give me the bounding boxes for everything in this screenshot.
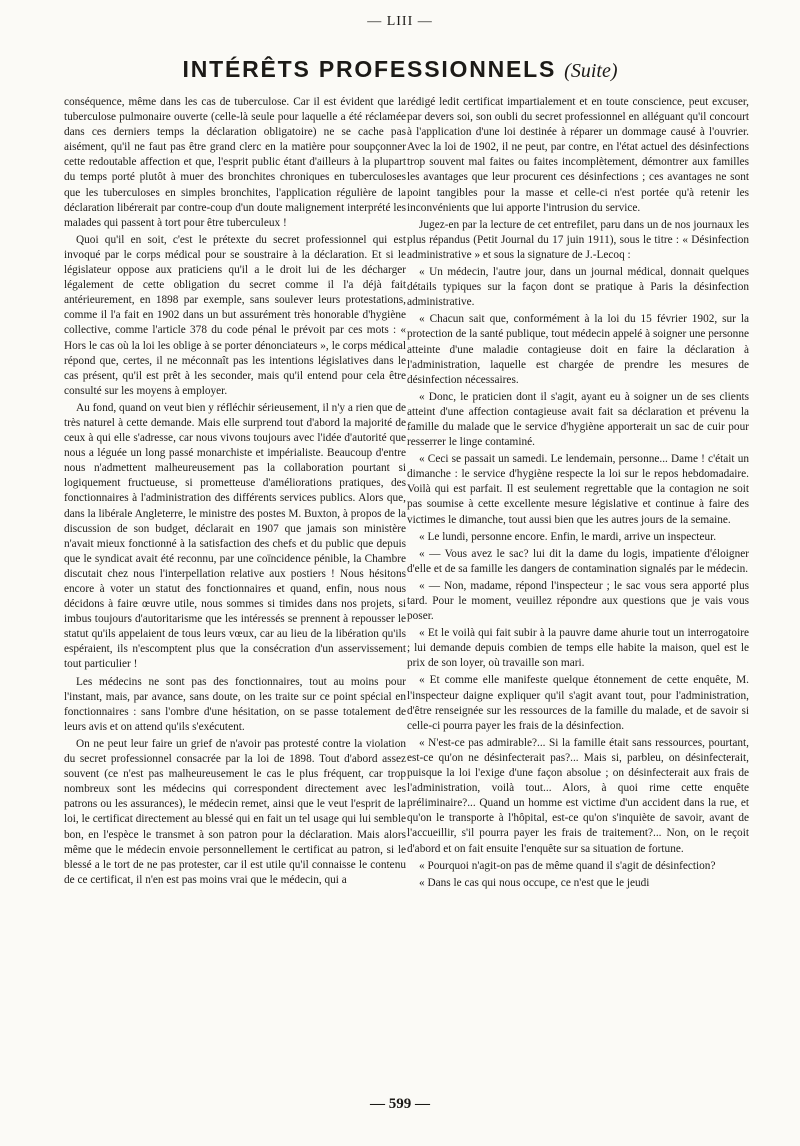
paragraph: Quoi qu'il en soit, c'est le prétexte du secret professionnel qui est invoqué par le corps médical pour se soustraire à la déclaration. Et si le législateur oppose aux praticiens qu'il a le droit lui de les décharger légalement de cette obligation du secret comme il l'a déjà fait antérieurement, en 1898 par exemple, sans soulever leurs protestations, comme il l'a fait en 1902 dans un but assurément très honorable d'hygiène collective, comme l'article 378 du code pénal le prévoit par ces mots : « Hors le cas où la loi les oblige à se porter dénonciateurs », le corps médical répond que, certes, il ne méconnaît pas les intentions législatives dans le cas présent, qu'il est prêt à les seconder, mais qu'il entend pour cela être consulté sur les moyens à employer.: [64, 233, 406, 397]
section-title-text: INTÉRÊTS PROFESSIONNELS: [182, 56, 557, 82]
right-column: [407, 95, 749, 893]
paragraph: Au fond, quand on veut bien y réfléchir sérieusement, il n'y a rien que de très naturel à cette demande. Mais elle surprend tout d'abord la majorité de ceux à qui elle s'adresse, car nous vivons toujours avec l'idée d'autorité que nous a léguée un long passé monarchiste et impérialiste. Beaucoup d'entre nous n'admettent malheureusement pas la collaboration pourtant si logiquement fructueuse, si prometteuse d'améliorations pratiques, des fonctionnaires à l'administration des différents services publics. Alors que, dans la libérale Angleterre, le ministre des postes M. Buxton, à propos de la discussion de son budget, déclarait en 1907 que jamais son ministère n'avait mieux fonctionné à la satisfaction des chefs et du public que depuis que le syndicat avait été reconnu, par une coïncidence pénible, la Chambre discutait chez nous l'interpellation relative aux postiers ! Nous hésitons encore à voter un statut des fonctionnaires et quand, enfin, nous nous décidons à faire œuvre utile, nous sommes si timides dans nos projets, si imbus toujours d'autoritarisme que les intéressés se prennent à repousser le statut qu'ils appelaient de tous leurs vœux, car au lieu de la libération qu'ils espéraient, ils n'escomptent plus que la consécration d'un asservissement tout particulier !: [64, 401, 406, 671]
paragraph: On ne peut leur faire un grief de n'avoir pas protesté contre la violation du secret professionnel consacrée par la loi de 1898. Tout d'abord assez souvent (ce n'est pas malheureusement le cas le plus fréquent, car trop nombreux sont les médecins qui correspondent directement avec les patrons ou les assurances), le médecin remet, ainsi que le veut l'esprit de la loi, le certificat directement au blessé qui en fait un tel usage qui lui semble bon, en l'espèce le transmet à son patron pour la déclaration. Mais alors même que le médecin envoie personnellement le certificat au patron, si le blessé a le tort de ne pas protester, car il est utile qu'il connaisse le contenu de ce certificat, il n'en est pas moins vrai que le médecin, qui a: [64, 737, 406, 886]
paragraph: rédigé ledit certificat impartialement et en toute conscience, peut excuser, par devers soi, son oubli du secret professionnel en alléguant qu'il concourt à l'application d'une loi destinée à réparer un dommage causé à l'ouvrier. Avec la loi de 1902, il ne peut, par contre, en l'état actuel des désinfections trop souvent mal faites ou faites incomplètement, démontrer aux familles les avantages que leur procurent ces désinfections ; ces avantages ne sont point tangibles pour la masse et celle-ci n'est portée qu'à retenir les inconvénients que lui apporte l'intrusion du service.: [407, 96, 749, 214]
quote-paragraph: « — Vous avez le sac? lui dit la dame du logis, impatiente d'éloigner d'elle et de sa famille les dangers de contamination signalés par le médecin.: [407, 547, 749, 575]
left-column: [64, 95, 406, 890]
paragraph: Jugez-en par la lecture de cet entrefilet, paru dans un de nos journaux les plus répandus (Petit Journal du 17 juin 1911), sous le titre : « Désinfection administrative » et sous la signature de J.-Lecoq :: [407, 218, 749, 261]
section-title-suite: (Suite): [564, 60, 618, 82]
running-head: — LIII —: [367, 14, 433, 29]
section-title: [0, 56, 800, 83]
quote-paragraph: « Donc, le praticien dont il s'agit, ayant eu à soigner un de ses clients atteint d'une affection contagieuse avait fait sa déclaration et prévenu la famille du malade que le service d'hygiène apporterait un sac de cuir pour resserrer le linge contaminé.: [407, 390, 749, 449]
quote-paragraph: « Et comme elle manifeste quelque étonnement de cette enquête, M. l'inspecteur daigne expliquer qu'il s'agit avant tout, pour l'administration, d'être renseignée sur les ressources de la famille du malade, et de savoir si celle-ci pourra payer les frais de la désinfection.: [407, 674, 749, 732]
paragraph: conséquence, même dans les cas de tuberculose. Car il est évident que la tuberculose pulmonaire ouverte (celle-là seule pour laquelle a été réclamée dans ces derniers temps la déclaration obligatoire) ne se cache pas aisément, qu'il ne faut pas être grand clerc en la matière pour soupçonner cette redoutable affection et que, l'esprit public étant d'ailleurs à la plupart du temps porté plutôt à muer des bronchites chroniques en tuberculoses que les tuberculoses en simples bronchites, l'application régulière de la déclaration libérerait par contre-coup d'un doute malignement interprété les malades qui passent à tort pour être tuberculeux !: [64, 96, 406, 229]
paragraph: Les médecins ne sont pas des fonctionnaires, tout au moins pour l'instant, mais, par avance, sans doute, on les traite sur ce point spécial en fonctionnaires : sans l'ombre d'une hésitation, on se passe totalement de leurs avis et on attend qu'ils s'exécutent.: [64, 675, 406, 733]
quote-paragraph: « Et le voilà qui fait subir à la pauvre dame ahurie tout un interrogatoire ; lui demande depuis combien de temps elle habite la maison, quel est le prix de son loyer, où travaille son mari.: [407, 627, 749, 670]
quote-paragraph: « Pourquoi n'agit-on pas de même quand il s'agit de désinfection?: [419, 859, 716, 872]
quote-paragraph: « Dans le cas qui nous occupe, ce n'est que le jeudi: [419, 876, 650, 889]
quote-paragraph: « — Non, madame, répond l'inspecteur ; le sac vous sera apporté plus tard. Pour le moment, veuillez répondre aux questions que je vais vous poser.: [407, 579, 749, 623]
quote-paragraph: « Le lundi, personne encore. Enfin, le mardi, arrive un inspecteur.: [419, 530, 717, 543]
quote-paragraph: « Chacun sait que, conformément à la loi du 15 février 1902, sur la protection de la santé publique, tout médecin appelé à soigner une personne atteinte d'une maladie contagieuse doit en faire la déclaration à l'administration, laquelle est chargée de prendre les mesures de désinfection nécessaires.: [407, 313, 749, 386]
page-number: — 599 —: [370, 1096, 430, 1112]
quote-paragraph: « Ceci se passait un samedi. Le lendemain, personne... Dame ! c'était un dimanche : le service d'hygiène respecte la loi sur le repos hebdomadaire. Voilà qui est parfait. Il est seulement regrettable que la contagion ne soit pas soumise à cette excellente mesure législative et continue à faire des victimes le dimanche, tout aussi bien que les autres jours de la semaine.: [407, 453, 749, 526]
quote-paragraph: « Un médecin, l'autre jour, dans un journal médical, donnait quelques détails typiques sur la façon dont se pratique à Paris la désinfection administrative.: [407, 266, 749, 309]
quote-paragraph: « N'est-ce pas admirable?... Si la famille était sans ressources, pourtant, est-ce qu'on ne désinfecterait pas?... Mais si, parbleu, on désinfecterait, puisque la loi l'exige d'une façon absolue ; on désinfecterait aux frais de l'administration, voilà tout... Alors, à quoi rime cette enquête préliminaire?... Quand un homme est victime d'un accident dans la rue, et qu'on le transporte à l'hôpital, est-ce qu'on s'inquiète de savoir, avant de l'accueillir, s'il pourra payer les frais de traitement?... Non, on le reçoit d'abord et on fait ensuite l'enquête sur sa situation de fortune.: [407, 736, 749, 855]
